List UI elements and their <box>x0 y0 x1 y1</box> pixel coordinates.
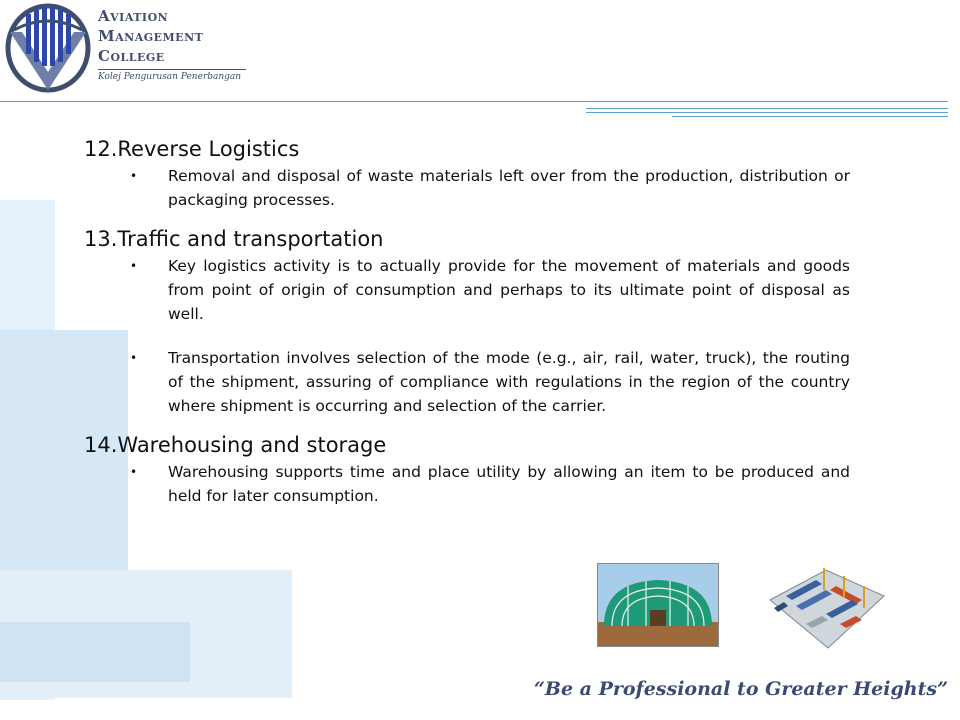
header-rule <box>672 116 948 117</box>
bullet-list <box>84 164 850 212</box>
bullet-item: • Removal and disposal of waste materials left over from the production, distribution or packaging processes. <box>84 164 850 212</box>
logo-text-line: College <box>98 47 165 65</box>
bullet-item: • Warehousing supports time and place utility by allowing an item to be produced and held for later consumption. <box>84 460 850 508</box>
section-title: 12.Reverse Logistics <box>84 137 300 161</box>
background-block <box>0 622 190 682</box>
header-rule <box>586 112 948 113</box>
logo-text-line: Aviation <box>98 7 169 25</box>
slide-content <box>84 134 850 520</box>
bullet-item: • Key logistics activity is to actually provide for the movement of materials and goods from point of origin of consumption and perhaps to its ultimate point of disposal as well. <box>84 254 850 326</box>
amc-emblem-icon <box>4 2 92 94</box>
slogan: “Be a Professional to Greater Heights” <box>533 678 948 700</box>
section-traffic-transportation <box>84 224 850 418</box>
header-rule <box>0 101 948 102</box>
bullet-item: • Transportation involves selection of the mode (e.g., air, rail, water, truck), the routing of the shipment, assuring of compliance with regulations in the region of the country where shipment is occurring and selection of the carrier. <box>84 346 850 418</box>
section-warehousing-storage <box>84 430 850 508</box>
logo-divider <box>98 69 246 70</box>
section-title: 14.Warehousing and storage <box>84 433 387 457</box>
bullet-list <box>84 460 850 508</box>
logo-subtitle: Kolej Pengurusan Penerbangan <box>98 72 242 82</box>
header-rule <box>586 108 948 109</box>
bullet-list <box>84 254 850 418</box>
storage-racks-image <box>766 556 888 652</box>
college-logo <box>4 2 254 98</box>
warehouse-building-image <box>597 563 719 647</box>
section-title: 13.Traffic and transportation <box>84 227 384 251</box>
section-reverse-logistics <box>84 134 850 212</box>
logo-text-line: Management <box>98 27 204 45</box>
